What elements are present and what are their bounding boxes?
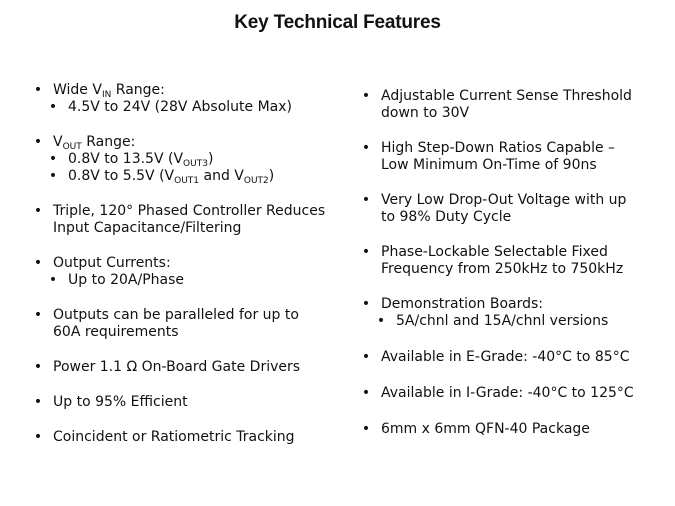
list-item-output-currents: • Output Currents: bbox=[33, 255, 171, 271]
right-feature-list bbox=[360, 88, 670, 438]
list-item-vout-range: • $V_{OUT}$ Range: bbox=[33, 134, 136, 152]
bullet-icon: • bbox=[48, 272, 58, 288]
slide-title: Key Technical Features bbox=[234, 12, 441, 33]
list-item-paralleled-outputs: • Outputs can be paralleled for up to 60A requirements bbox=[33, 307, 299, 340]
bullet-icon: • bbox=[361, 296, 371, 312]
bullet-icon: • bbox=[361, 192, 371, 208]
bullet-icon: • bbox=[33, 429, 43, 445]
list-item-efficiency: • Up to 95% Efficient bbox=[33, 394, 188, 410]
list-item-vin-range: • Wide $V_{IN}$ Range: bbox=[33, 82, 165, 100]
list-item-demo-boards: • Demonstration Boards: bbox=[361, 296, 544, 312]
bullet-icon: • bbox=[33, 203, 43, 219]
sub-item-output-current-value: • Up to 20A/Phase bbox=[48, 272, 184, 288]
list-item-step-down: • High Step-Down Ratios Capable – Low Minimum On-Time of 90ns bbox=[361, 140, 616, 173]
sub-item-demo-boards-versions: • 5A/chnl and 15A/chnl versions bbox=[376, 313, 609, 329]
bullet-icon: • bbox=[361, 421, 371, 437]
bullet-icon: • bbox=[361, 140, 371, 156]
sub-item-vout1-vout2: • 0.8V to 5.5V ($V_{OUT1}$ and $V_{OUT2}$) bbox=[48, 168, 275, 186]
bullet-icon: • bbox=[33, 255, 43, 271]
bullet-icon: • bbox=[361, 88, 371, 104]
list-item-package: • 6mm x 6mm QFN-40 Package bbox=[361, 421, 590, 437]
bullet-icon: • bbox=[48, 151, 58, 167]
bullet-icon: • bbox=[361, 385, 371, 401]
bullet-icon: • bbox=[48, 99, 58, 115]
sub-item-vin-value: • 4.5V to 24V (28V Absolute Max) bbox=[48, 99, 292, 115]
bullet-icon: • bbox=[376, 313, 386, 329]
list-item-i-grade: • Available in I-Grade: -40°C to 125°C bbox=[361, 385, 634, 401]
bullet-icon: • bbox=[361, 244, 371, 260]
list-item-tracking: • Coincident or Ratiometric Tracking bbox=[33, 429, 295, 445]
list-item-current-sense: • Adjustable Current Sense Threshold down to 30V bbox=[361, 88, 632, 121]
list-item-gate-drivers: • Power 1.1 Ω On-Board Gate Drivers bbox=[33, 359, 301, 375]
list-item-frequency: • Phase-Lockable Selectable Fixed Frequency from 250kHz to 750kHz bbox=[361, 244, 624, 277]
bullet-icon: • bbox=[33, 394, 43, 410]
bullet-icon: • bbox=[33, 134, 43, 150]
list-item-dropout: • Very Low Drop-Out Voltage with up to 98% Duty Cycle bbox=[361, 192, 627, 225]
sub-item-vout3: • 0.8V to 13.5V $(V_{OUT3})$ bbox=[48, 151, 214, 169]
list-item-triple-phased: • Triple, 120° Phased Controller Reduces Input Capacitance/Filtering bbox=[33, 203, 326, 236]
list-item-e-grade: • Available in E-Grade: -40°C to 85°C bbox=[361, 349, 630, 365]
bullet-icon: • bbox=[33, 359, 43, 375]
left-feature-list bbox=[32, 82, 352, 446]
bullet-icon: • bbox=[33, 307, 43, 323]
bullet-icon: • bbox=[48, 168, 58, 184]
bullet-icon: • bbox=[361, 349, 371, 365]
bullet-icon: • bbox=[33, 82, 43, 98]
